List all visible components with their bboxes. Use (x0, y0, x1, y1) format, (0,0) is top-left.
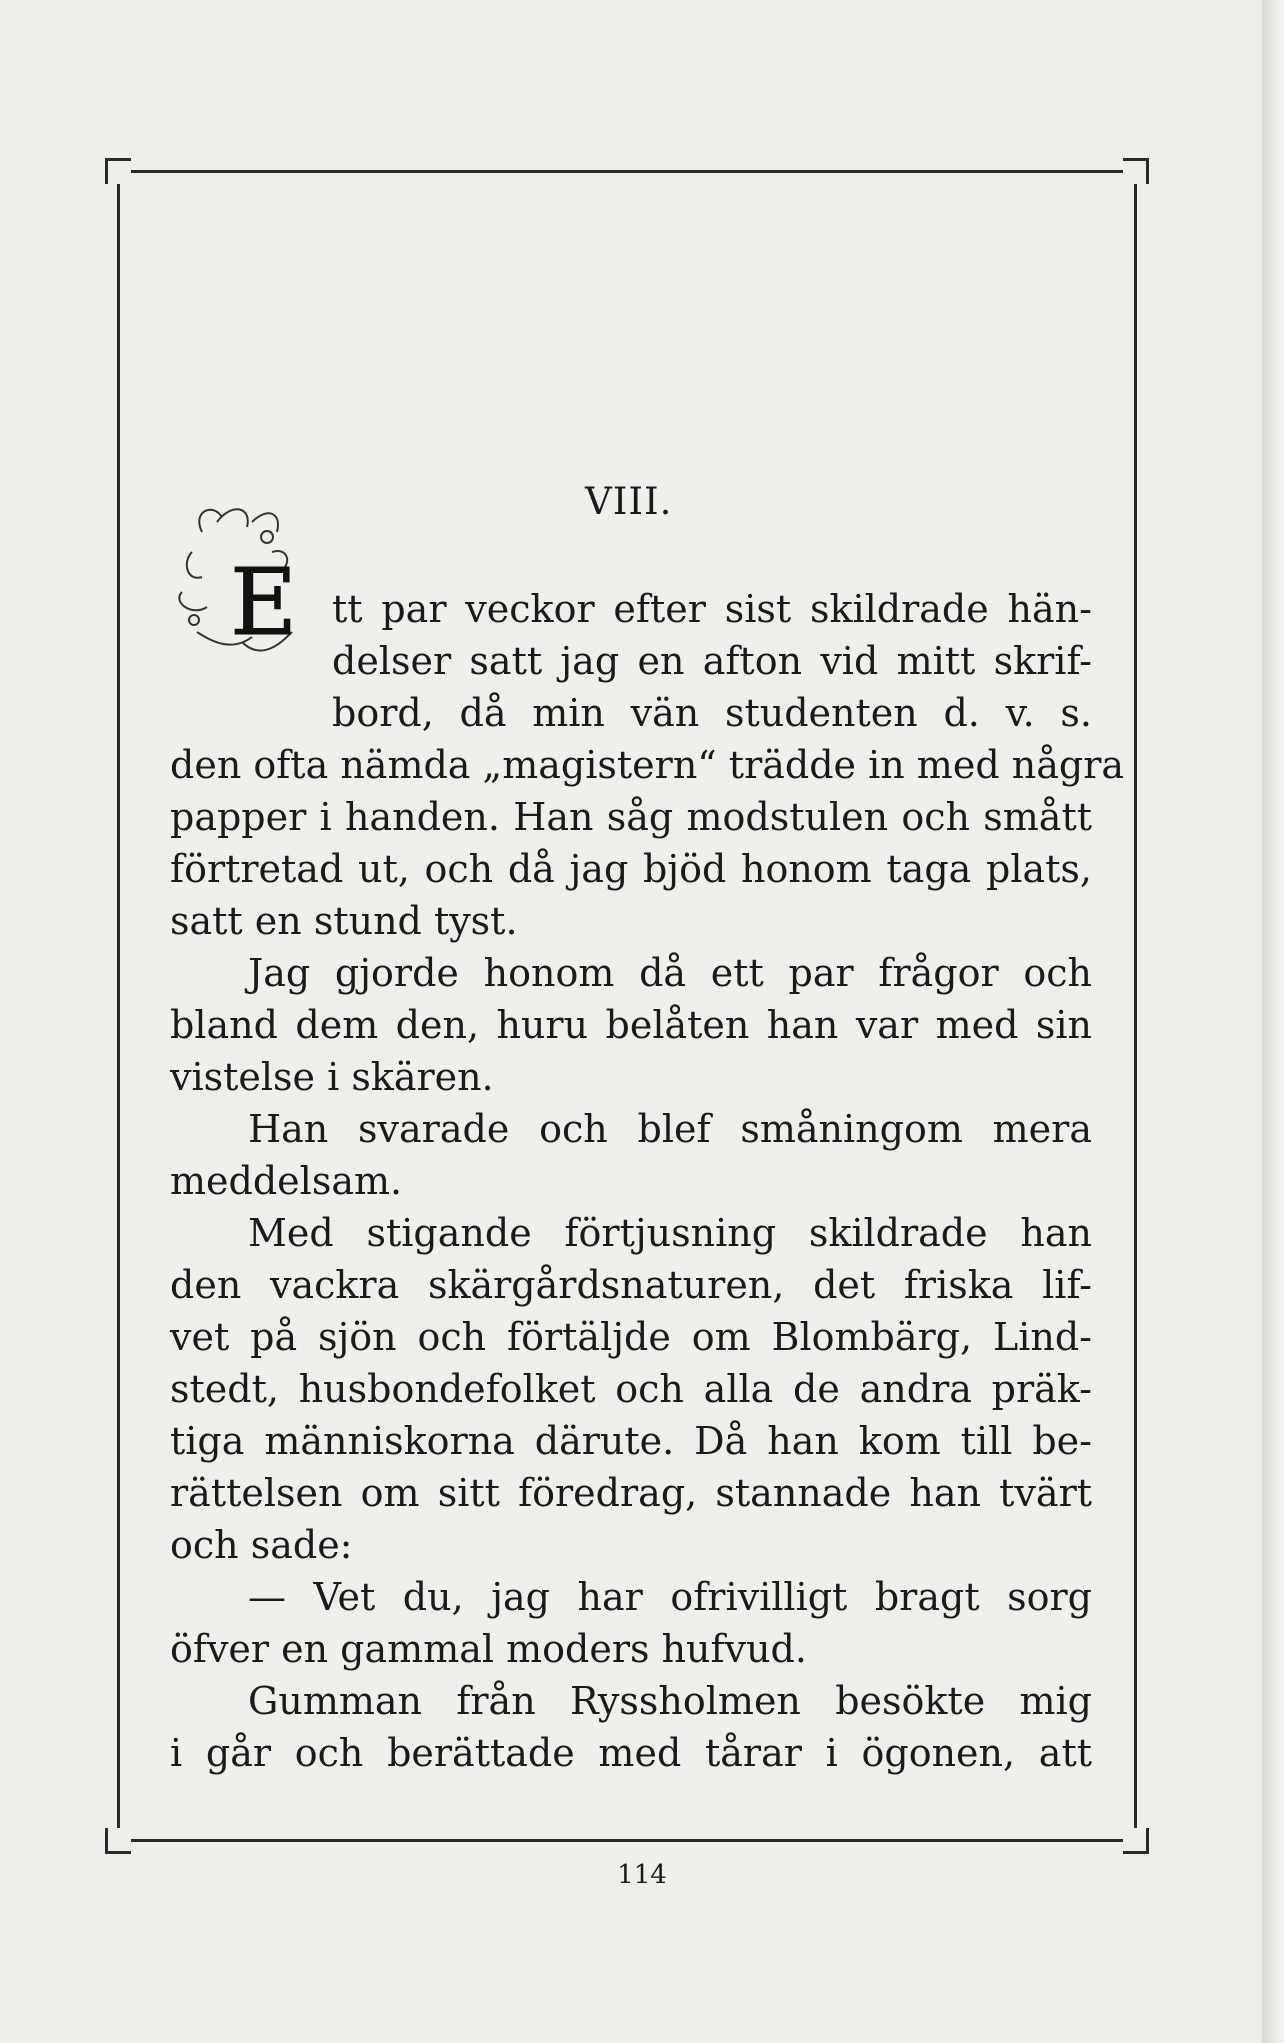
body-text (170, 583, 1125, 1779)
text-line: tiga människorna därute. Då han kom till be- (170, 1419, 1092, 1463)
text-line: rättelsen om sitt föredrag, stannade han tvärt (170, 1471, 1092, 1515)
frame-corner-ornament (1123, 158, 1149, 184)
text-line: meddelsam. (170, 1159, 403, 1203)
text-line: Med stigande förtjusning skildrade han (248, 1211, 1092, 1255)
text-line: den ofta nämda „magistern“ trädde in med några (170, 743, 1125, 787)
text-line: — Vet du, jag har ofrivilligt bragt sorg (248, 1575, 1092, 1619)
text-line: förtretad ut, och då jag bjöd honom taga plats, (170, 847, 1092, 891)
frame-corner-ornament (105, 158, 131, 184)
page-number: 114 (617, 1860, 667, 1890)
text-line: i går och berättade med tårar i ögonen, att (170, 1731, 1092, 1775)
text-line: stedt, husbondefolket och alla de andra präk- (170, 1367, 1092, 1411)
text-line: Jag gjorde honom då ett par frågor och (248, 951, 1092, 995)
text-line: Han svarade och blef småningom mera (248, 1107, 1092, 1151)
chapter-heading: VIII. (585, 480, 673, 523)
text-line: satt en stund tyst. (170, 899, 518, 943)
page-edge-shadow (1262, 0, 1284, 2043)
text-line: bland dem den, huru belåten han var med sin (170, 1003, 1092, 1047)
text-line: vet på sjön och förtäljde om Blombärg, Lind- (170, 1315, 1092, 1359)
initial-letter: E (230, 549, 298, 656)
text-line: den vackra skärgårdsnaturen, det friska lif- (170, 1263, 1092, 1307)
text-line: bord, då min vän studenten d. v. s. (332, 691, 1092, 735)
text-line: delser satt jag en afton vid mitt skrif- (332, 639, 1092, 683)
frame-corner-ornament (1123, 1828, 1149, 1854)
text-line: tt par veckor efter sist skildrade hän- (332, 587, 1092, 631)
text-line: vistelse i skären. (170, 1055, 494, 1099)
frame-corner-ornament (105, 1828, 131, 1854)
text-line: öfver en gammal moders hufvud. (170, 1627, 807, 1671)
text-line: Gumman från Ryssholmen besökte mig (248, 1679, 1092, 1723)
text-line: och sade: (170, 1523, 353, 1567)
text-line: papper i handen. Han såg modstulen och smått (170, 795, 1092, 839)
